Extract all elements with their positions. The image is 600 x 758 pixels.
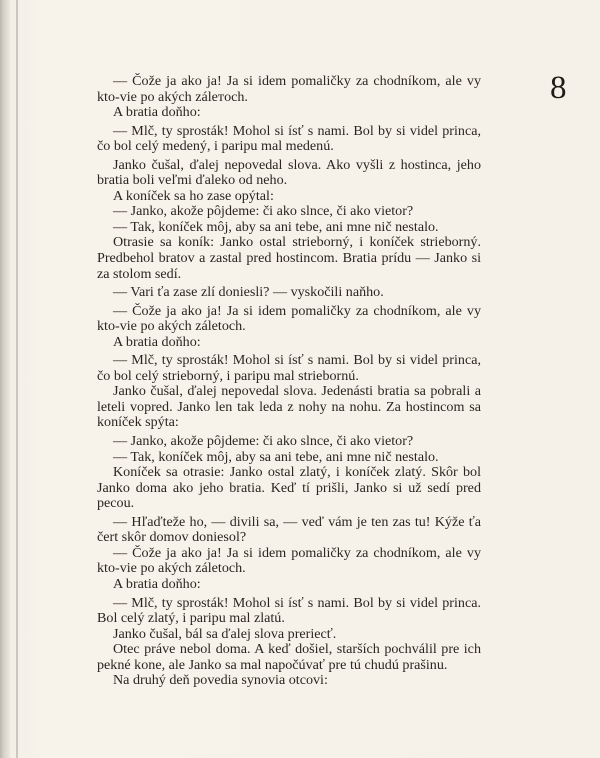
paragraph: Otec práve nebol doma. A keď došiel, starších pochválil pre ich pekné kone, ale Janko sa mal napočúvať pre tú chudú prašinu. [97, 641, 481, 673]
paragraph: Janko čušal, ďalej nepovedal slova. Ako vyšli z hostinca, jeho bratia boli veľmi ďaleko od neho. [97, 156, 481, 189]
paragraph: A bratia doňho: [113, 333, 201, 350]
body-text [97, 74, 481, 689]
paragraph: — Hľaďteže ho, — divili sa, — veď vám je ten zas tu! Kýže ťa čert skôr domov doniesol? [97, 513, 481, 546]
paragraph: — Tak, koníček môj, aby sa ani tebe, ani mne nič nestalo. [113, 448, 439, 465]
paragraph: A bratia doňho: [113, 575, 201, 592]
paragraph: — Mlč, ty sprosták! Mohol si ísť s nami. Bol by si videl princa. Bol celý zlatý, i paripu mal zlatú. [97, 594, 481, 627]
page-number: 8 [550, 70, 567, 106]
paragraph: Janko čušal, ďalej nepovedal slova. Jedenásti bratia sa pobrali a leteli vopred. Janko len tak leda z nohy na nohu. Za hostincom sa koníček spýta: [97, 383, 481, 431]
paragraph: Otrasie sa koník: Janko ostal strieborný, i koníček strieborný. Predbehol bratov a zastal pred hostincom. Bratia prídu — Janko si za stolom sedí. [97, 234, 481, 282]
paragraph: — Janko, akože pôjdeme: či ako slnce, či ako vietor? [113, 433, 414, 450]
paragraph: — Čože ja ako ja! Ja si idem pomaličky za chodníkom, ale vy kto-vie po akých zálетoch. [97, 73, 481, 105]
paragraph: Koníček sa otrasie: Janko ostal zlatý, i koníček zlatý. Skôr bol Janko doma ako jeho bratia. Keď tí prišli, Janko si už sedí pred pecou. [97, 464, 481, 512]
paragraph: — Čože ja ako ja! Ja si idem pomaličky za chodníkom, ale vy kto-vie po akých záletoch. [97, 544, 481, 577]
paragraph: — Čože ja ako ja! Ja si idem pomaličky za chodníkom, ale vy kto-vie po akých záletoch. [97, 302, 481, 335]
paragraph: — Janko, akože pôjdeme: či ako slnce, či ako vietor? [113, 203, 414, 220]
binding-edge [16, 0, 18, 758]
paragraph: — Vari ťa zase zlí doniesli? — vyskočili naňho. [113, 284, 384, 301]
book-spine [0, 0, 10, 758]
paragraph: — Mlč, ty sprosták! Mohol si ísť s nami. Bol by si videl princa, čo bol celý strieborný, i paripu mal striebornú. [97, 352, 481, 384]
paragraph: A koníček sa ho zase opýtal: [113, 187, 274, 204]
paragraph: — Tak, koníček môj, aby sa ani tebe, ani mne nič nestalo. [113, 218, 439, 235]
paragraph: A bratia doňho: [113, 104, 201, 121]
paragraph: Janko čušal, bál sa ďalej slova prerieсť. [113, 625, 337, 642]
paragraph: — Mlč, ty sprosták! Mohol si ísť s nami. Bol by si videl princa, čo bol celý medený, i paripu mal medenú. [97, 122, 481, 155]
paragraph: Na druhý deň povedia synovia otcovi: [113, 672, 328, 689]
